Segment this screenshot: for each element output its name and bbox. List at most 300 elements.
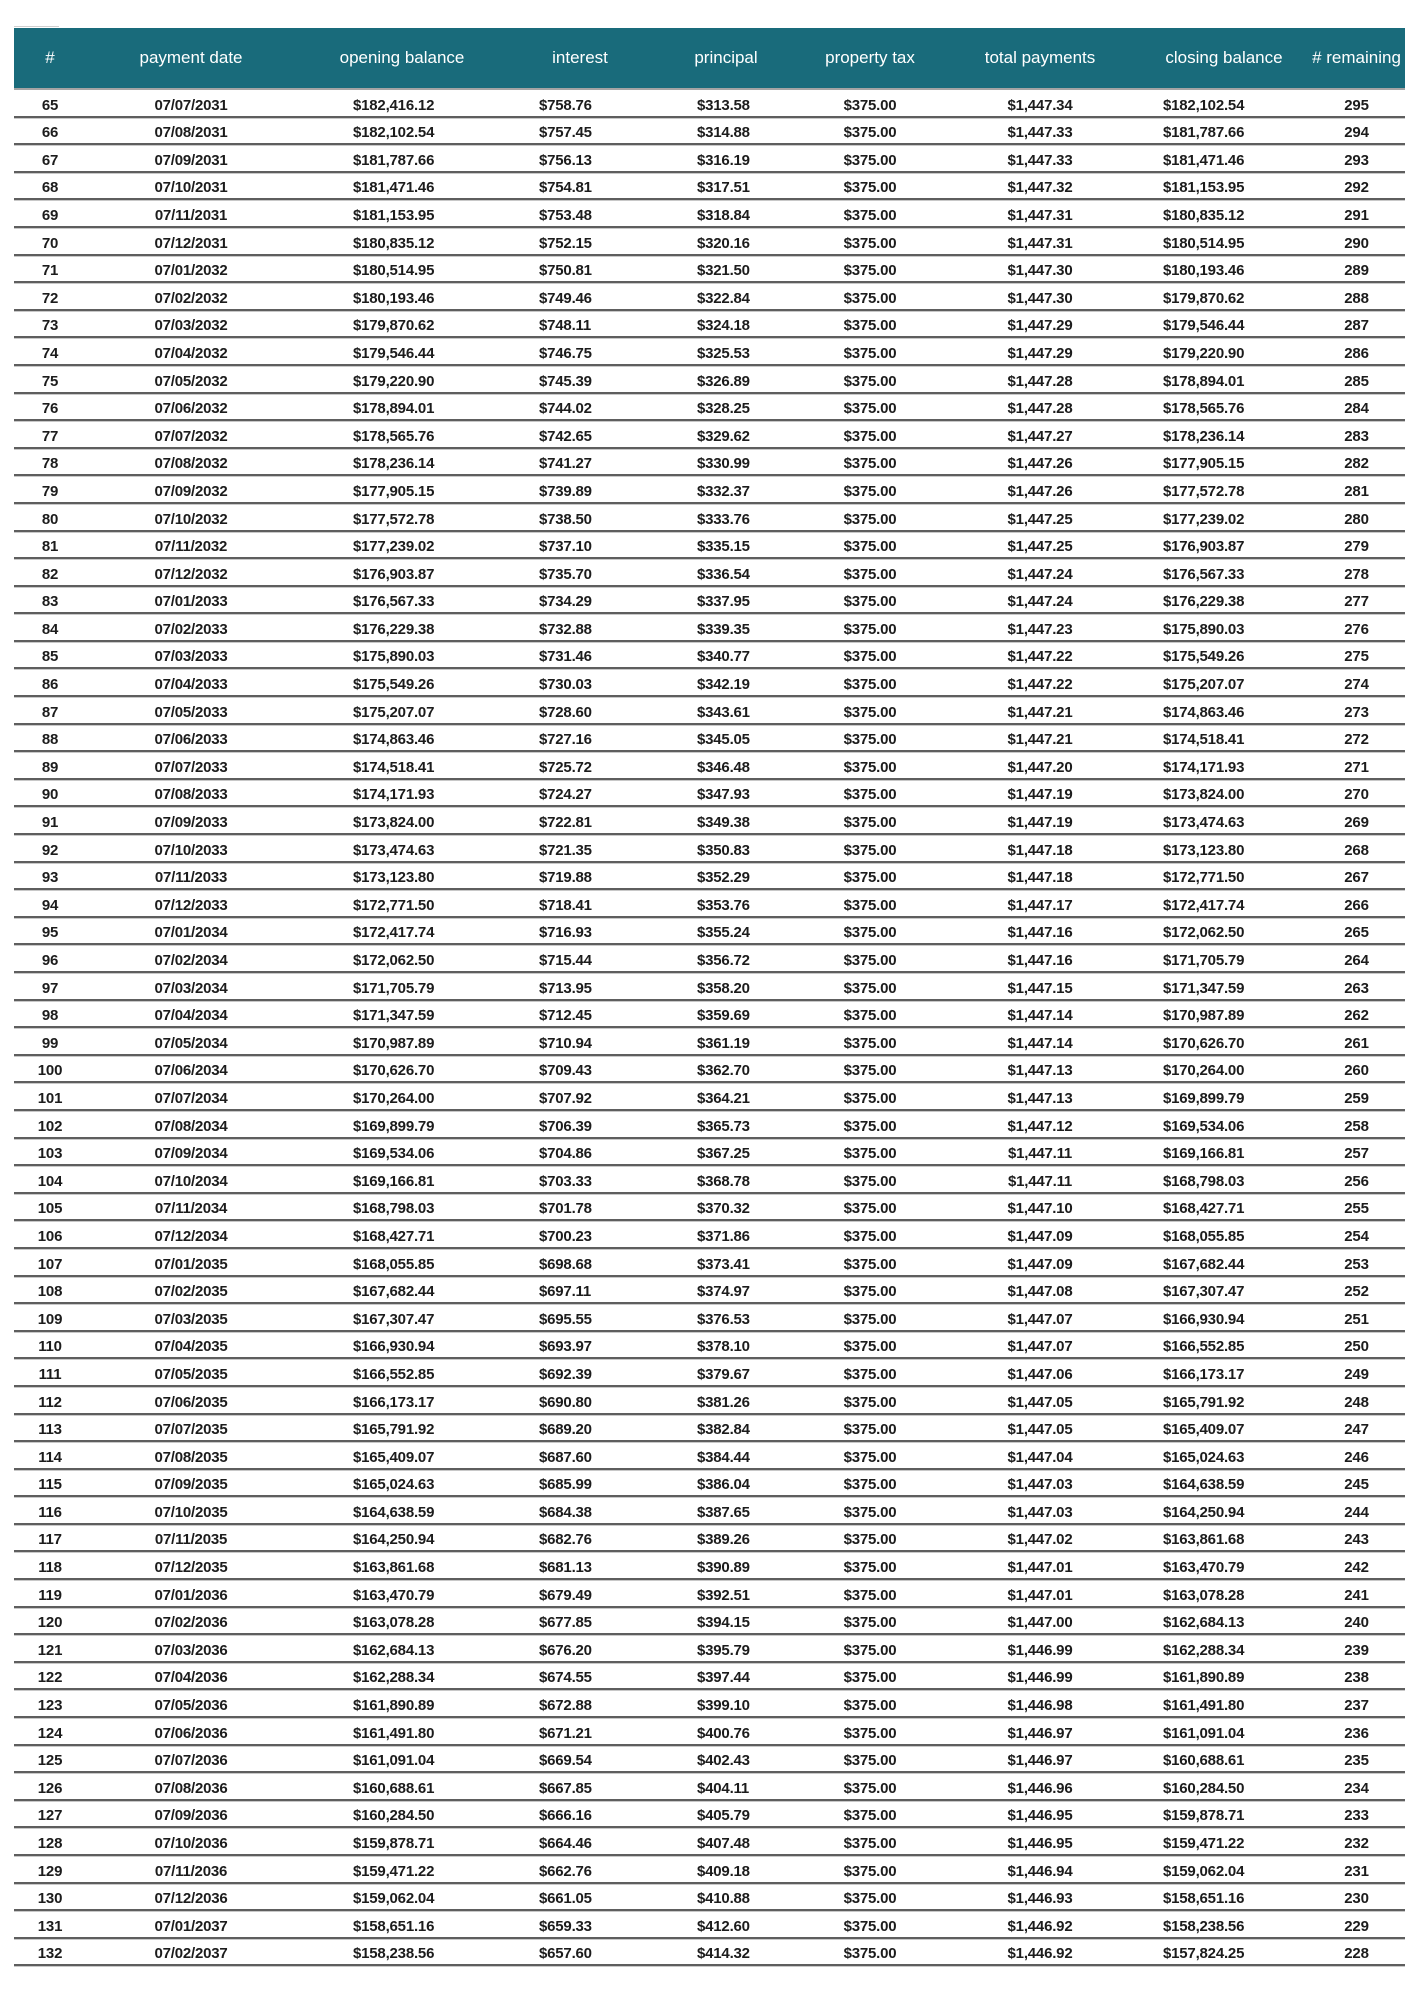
cell-payment-date: 07/04/2033 [154, 676, 228, 694]
cell-total-payments: $1,447.26 [1007, 482, 1073, 500]
cell-property-tax: $375.00 [843, 1835, 897, 1852]
cell-principal: $359.69 [697, 1007, 750, 1025]
cell-opening-balance: $182,416.12 [353, 96, 435, 114]
cell-closing-balance: $178,236.14 [1163, 427, 1245, 445]
cell-opening-balance: $179,220.90 [353, 372, 435, 390]
cell-property-tax: $375.00 [843, 924, 897, 942]
cell-property-tax: $375.00 [843, 289, 897, 307]
cell-payment-number: 99 [41, 1034, 59, 1052]
cell-payments-remaining: 228 [1344, 1945, 1369, 1963]
cell-total-payments: $1,447.14 [1007, 1034, 1073, 1052]
cell-principal: $409.18 [697, 1862, 750, 1880]
table-row [14, 780, 1405, 808]
cell-interest: $706.39 [539, 1117, 592, 1135]
cell-closing-balance: $159,878.71 [1163, 1807, 1245, 1825]
cell-opening-balance: $169,534.06 [353, 1145, 435, 1163]
table-row [14, 1746, 1405, 1774]
cell-payment-date: 07/08/2032 [154, 455, 228, 473]
cell-payment-number: 119 [38, 1586, 62, 1604]
cell-total-payments: $1,447.18 [1007, 841, 1073, 859]
cell-total-payments: $1,447.25 [1007, 538, 1073, 556]
cell-closing-balance: $165,791.92 [1163, 1393, 1245, 1411]
cell-payment-date: 07/12/2033 [154, 896, 228, 914]
cell-payment-number: 108 [37, 1283, 63, 1301]
cell-opening-balance: $162,288.34 [353, 1669, 435, 1687]
cell-payment-number: 124 [37, 1724, 63, 1742]
cell-closing-balance: $164,638.59 [1163, 1476, 1245, 1494]
cell-payment-number: 115 [38, 1476, 62, 1494]
cell-payment-number: 73 [41, 317, 59, 335]
cell-interest: $687.60 [539, 1448, 592, 1466]
cell-opening-balance: $168,055.85 [353, 1255, 435, 1273]
cell-principal: $318.84 [697, 206, 750, 224]
cell-payment-number: 117 [38, 1531, 62, 1549]
cell-property-tax: $375.00 [843, 952, 897, 969]
cell-property-tax: $375.00 [843, 1310, 897, 1328]
cell-opening-balance: $168,798.03 [353, 1200, 435, 1218]
cell-interest: $657.60 [539, 1945, 592, 1963]
cell-opening-balance: $175,890.03 [353, 648, 435, 666]
cell-opening-balance: $177,905.15 [353, 482, 435, 500]
cell-payment-date: 07/06/2033 [154, 731, 228, 749]
cell-closing-balance: $162,288.34 [1163, 1641, 1245, 1659]
cell-total-payments: $1,447.06 [1007, 1365, 1073, 1383]
cell-principal: $371.86 [697, 1227, 750, 1245]
cell-opening-balance: $161,091.04 [353, 1752, 435, 1770]
cell-opening-balance: $165,024.63 [353, 1476, 435, 1494]
cell-opening-balance: $175,549.26 [353, 676, 435, 694]
cell-property-tax: $375.00 [843, 1393, 897, 1411]
cell-payment-date: 07/09/2032 [154, 482, 228, 500]
cell-opening-balance: $173,824.00 [353, 814, 435, 832]
cell-payment-number: 112 [38, 1393, 62, 1411]
cell-interest: $698.68 [539, 1255, 592, 1273]
cell-closing-balance: $172,417.74 [1163, 896, 1245, 914]
cell-property-tax: $375.00 [843, 344, 897, 362]
cell-interest: $753.48 [539, 206, 592, 224]
cell-closing-balance: $168,055.85 [1163, 1227, 1245, 1245]
cell-payment-date: 07/10/2031 [154, 179, 228, 197]
cell-total-payments: $1,447.28 [1007, 372, 1073, 390]
cell-interest: $677.85 [539, 1614, 592, 1632]
cell-closing-balance: $158,651.16 [1163, 1890, 1245, 1908]
cell-principal: $407.48 [697, 1835, 750, 1852]
cell-interest: $661.05 [539, 1890, 592, 1908]
cell-property-tax: $375.00 [843, 786, 897, 804]
cell-payment-date: 07/06/2032 [154, 400, 228, 418]
cell-closing-balance: $181,787.66 [1163, 124, 1245, 142]
cell-payments-remaining: 266 [1344, 896, 1369, 914]
cell-interest: $756.13 [539, 151, 592, 169]
cell-property-tax: $375.00 [843, 731, 897, 749]
table-row [14, 311, 1405, 339]
table-row [14, 1580, 1405, 1608]
cell-property-tax: $375.00 [843, 372, 897, 390]
cell-opening-balance: $158,651.16 [353, 1917, 435, 1935]
cell-payment-number: 82 [41, 565, 59, 583]
cell-payment-number: 100 [37, 1062, 63, 1080]
table-row [14, 1552, 1405, 1580]
cell-payments-remaining: 263 [1344, 979, 1369, 997]
cell-interest: $738.50 [539, 510, 592, 528]
cell-payments-remaining: 251 [1344, 1310, 1369, 1328]
table-row [14, 228, 1405, 256]
cell-total-payments: $1,446.93 [1007, 1890, 1073, 1908]
cell-opening-balance: $169,166.81 [353, 1172, 435, 1190]
cell-payment-date: 07/07/2031 [154, 96, 228, 114]
cell-payment-date: 07/02/2032 [154, 289, 228, 307]
cell-principal: $316.19 [697, 151, 750, 169]
cell-payment-number: 81 [41, 538, 59, 556]
cell-property-tax: $375.00 [843, 593, 897, 611]
cell-payment-number: 86 [41, 676, 59, 694]
cell-property-tax: $375.00 [843, 1172, 897, 1190]
cell-opening-balance: $169,899.79 [353, 1117, 435, 1135]
cell-total-payments: $1,447.18 [1007, 869, 1073, 887]
cell-payment-date: 07/09/2035 [154, 1476, 228, 1494]
cell-property-tax: $375.00 [843, 1089, 897, 1107]
cell-property-tax: $375.00 [843, 1062, 897, 1080]
cell-principal: $336.54 [697, 565, 750, 583]
cell-principal: $324.18 [697, 317, 750, 335]
cell-property-tax: $375.00 [843, 1890, 897, 1908]
cell-payment-number: 84 [41, 620, 59, 638]
cell-total-payments: $1,447.31 [1007, 234, 1073, 252]
cell-payments-remaining: 237 [1344, 1697, 1369, 1715]
cell-payments-remaining: 252 [1344, 1283, 1369, 1301]
cell-total-payments: $1,447.07 [1007, 1310, 1073, 1328]
cell-principal: $384.44 [697, 1448, 750, 1466]
cell-closing-balance: $175,890.03 [1163, 620, 1245, 638]
table-row [14, 918, 1405, 946]
cell-principal: $330.99 [697, 455, 750, 473]
cell-total-payments: $1,447.27 [1007, 427, 1073, 445]
cell-closing-balance: $179,220.90 [1163, 344, 1245, 362]
cell-interest: $669.54 [539, 1752, 592, 1770]
cell-interest: $737.10 [539, 538, 592, 556]
cell-opening-balance: $180,514.95 [353, 262, 435, 280]
cell-interest: $701.78 [539, 1200, 592, 1218]
cell-closing-balance: $173,474.63 [1163, 814, 1245, 832]
cell-property-tax: $375.00 [843, 179, 897, 197]
cell-payment-number: 120 [37, 1614, 63, 1632]
cell-payment-number: 76 [41, 400, 59, 418]
cell-closing-balance: $165,024.63 [1163, 1448, 1245, 1466]
cell-property-tax: $375.00 [843, 1145, 897, 1163]
cell-property-tax: $375.00 [843, 510, 897, 528]
cell-property-tax: $375.00 [843, 1862, 897, 1880]
cell-payment-number: 83 [41, 593, 59, 611]
cell-property-tax: $375.00 [843, 234, 897, 252]
cell-opening-balance: $181,787.66 [353, 151, 435, 169]
cell-closing-balance: $160,688.61 [1163, 1752, 1245, 1770]
cell-payments-remaining: 245 [1344, 1476, 1369, 1494]
cell-payment-date: 07/08/2031 [154, 124, 228, 142]
cell-principal: $399.10 [697, 1697, 750, 1715]
cell-opening-balance: $158,238.56 [353, 1945, 435, 1963]
cell-payment-number: 80 [41, 510, 59, 528]
cell-closing-balance: $163,470.79 [1163, 1559, 1245, 1577]
cell-total-payments: $1,447.09 [1007, 1255, 1073, 1273]
table-row [14, 1221, 1405, 1249]
cell-property-tax: $375.00 [843, 620, 897, 638]
cell-payments-remaining: 249 [1344, 1365, 1369, 1383]
cell-opening-balance: $166,552.85 [353, 1365, 435, 1383]
cell-interest: $754.81 [539, 179, 592, 197]
cell-principal: $337.95 [697, 593, 750, 611]
cell-payments-remaining: 240 [1344, 1614, 1369, 1632]
cell-total-payments: $1,447.11 [1007, 1145, 1073, 1163]
cell-payment-date: 07/05/2033 [154, 703, 228, 721]
cell-payment-date: 07/06/2036 [154, 1724, 228, 1742]
cell-payments-remaining: 260 [1344, 1062, 1369, 1080]
cell-opening-balance: $174,518.41 [353, 758, 435, 776]
cell-payments-remaining: 241 [1344, 1586, 1369, 1604]
cell-payment-date: 07/04/2034 [154, 1007, 228, 1025]
cell-closing-balance: $175,207.07 [1163, 676, 1245, 694]
cell-interest: $700.23 [539, 1227, 592, 1245]
cell-property-tax: $375.00 [843, 1034, 897, 1052]
cell-principal: $400.76 [697, 1724, 750, 1742]
cell-principal: $397.44 [697, 1669, 750, 1687]
cell-opening-balance: $172,062.50 [353, 952, 435, 969]
cell-total-payments: $1,447.16 [1007, 924, 1073, 942]
cell-property-tax: $375.00 [843, 455, 897, 473]
table-row [14, 1663, 1405, 1691]
cell-opening-balance: $163,470.79 [353, 1586, 435, 1604]
table-row [14, 1442, 1405, 1470]
cell-total-payments: $1,447.22 [1007, 648, 1073, 666]
cell-payment-number: 127 [37, 1807, 63, 1825]
cell-interest: $752.15 [539, 234, 592, 252]
cell-closing-balance: $176,567.33 [1163, 565, 1245, 583]
cell-payment-date: 07/05/2032 [154, 372, 228, 390]
cell-interest: $704.86 [539, 1145, 592, 1163]
cell-interest: $659.33 [539, 1917, 592, 1935]
cell-payments-remaining: 247 [1344, 1421, 1369, 1439]
col-header-interest: interest [552, 48, 608, 67]
cell-principal: $314.88 [697, 124, 750, 142]
cell-total-payments: $1,447.31 [1007, 206, 1073, 224]
cell-payments-remaining: 270 [1344, 786, 1369, 804]
top-edge-line [14, 26, 59, 27]
table-row [14, 587, 1405, 615]
cell-total-payments: $1,447.28 [1007, 400, 1073, 418]
cell-total-payments: $1,447.01 [1007, 1586, 1073, 1604]
cell-payment-number: 70 [41, 234, 59, 252]
cell-total-payments: $1,447.33 [1007, 151, 1073, 169]
cell-total-payments: $1,446.94 [1007, 1862, 1073, 1880]
table-row [14, 366, 1405, 394]
cell-total-payments: $1,446.95 [1007, 1835, 1073, 1852]
cell-total-payments: $1,447.14 [1007, 1007, 1073, 1025]
cell-opening-balance: $160,688.61 [353, 1779, 435, 1797]
cell-interest: $693.97 [539, 1338, 592, 1356]
cell-property-tax: $375.00 [843, 124, 897, 142]
cell-principal: $355.24 [697, 924, 750, 942]
cell-principal: $370.32 [697, 1200, 750, 1218]
table-row [14, 449, 1405, 477]
cell-opening-balance: $177,239.02 [353, 538, 435, 556]
cell-property-tax: $375.00 [843, 1476, 897, 1494]
table-row [14, 1828, 1405, 1856]
cell-interest: $709.43 [539, 1062, 592, 1080]
cell-principal: $358.20 [697, 979, 750, 997]
cell-opening-balance: $167,307.47 [353, 1310, 435, 1328]
cell-property-tax: $375.00 [843, 841, 897, 859]
cell-payment-number: 71 [41, 262, 59, 280]
cell-total-payments: $1,446.97 [1007, 1724, 1073, 1742]
cell-payments-remaining: 265 [1344, 924, 1369, 942]
cell-principal: $361.19 [697, 1034, 750, 1052]
cell-closing-balance: $159,062.04 [1163, 1862, 1245, 1880]
table-row [14, 835, 1405, 863]
cell-principal: $349.38 [697, 814, 750, 832]
cell-payments-remaining: 235 [1344, 1752, 1369, 1770]
cell-total-payments: $1,446.99 [1007, 1669, 1073, 1687]
table-row [14, 1718, 1405, 1746]
cell-payment-date: 07/04/2036 [154, 1669, 228, 1687]
cell-interest: $707.92 [539, 1089, 592, 1107]
cell-closing-balance: $169,166.81 [1163, 1145, 1245, 1163]
cell-closing-balance: $174,863.46 [1163, 703, 1245, 721]
cell-payments-remaining: 238 [1344, 1669, 1369, 1687]
table-row [14, 476, 1405, 504]
cell-closing-balance: $175,549.26 [1163, 648, 1245, 666]
cell-principal: $412.60 [697, 1917, 750, 1935]
cell-payment-number: 87 [41, 703, 59, 721]
cell-payments-remaining: 281 [1344, 482, 1369, 500]
cell-opening-balance: $173,123.80 [353, 869, 435, 887]
cell-payments-remaining: 230 [1344, 1890, 1369, 1908]
table-row [14, 725, 1405, 753]
cell-interest: $681.13 [539, 1559, 592, 1577]
cell-principal: $353.76 [697, 896, 750, 914]
table-row [14, 90, 1405, 118]
table-row [14, 614, 1405, 642]
cell-payment-number: 67 [41, 151, 59, 169]
table-row [14, 1056, 1405, 1084]
cell-opening-balance: $180,835.12 [353, 234, 435, 252]
cell-closing-balance: $163,861.68 [1163, 1531, 1245, 1549]
cell-principal: $367.25 [697, 1145, 750, 1163]
table-row [14, 1194, 1405, 1222]
cell-total-payments: $1,446.97 [1007, 1752, 1073, 1770]
cell-payments-remaining: 278 [1344, 565, 1369, 583]
cell-total-payments: $1,447.24 [1007, 565, 1073, 583]
cell-closing-balance: $180,835.12 [1163, 206, 1245, 224]
cell-opening-balance: $163,078.28 [353, 1614, 435, 1632]
cell-opening-balance: $170,626.70 [353, 1062, 435, 1080]
cell-total-payments: $1,447.10 [1007, 1200, 1073, 1218]
cell-principal: $328.25 [697, 400, 750, 418]
col-header-remaining: # remaining [1312, 48, 1401, 67]
cell-principal: $394.15 [697, 1614, 750, 1632]
cell-payments-remaining: 283 [1344, 427, 1369, 445]
cell-payments-remaining: 293 [1344, 151, 1369, 169]
cell-total-payments: $1,446.96 [1007, 1779, 1073, 1797]
cell-total-payments: $1,447.26 [1007, 455, 1073, 473]
cell-payment-number: 98 [41, 1007, 59, 1025]
cell-principal: $374.97 [697, 1283, 750, 1301]
cell-property-tax: $375.00 [843, 1641, 897, 1659]
cell-payment-date: 07/07/2033 [154, 758, 228, 776]
cell-property-tax: $375.00 [843, 1503, 897, 1521]
cell-payment-number: 110 [38, 1338, 62, 1356]
cell-total-payments: $1,447.15 [1007, 979, 1073, 997]
cell-payment-number: 91 [41, 814, 59, 832]
cell-principal: $386.04 [697, 1476, 750, 1494]
cell-opening-balance: $181,471.46 [353, 179, 435, 197]
cell-payment-number: 94 [41, 896, 59, 914]
cell-total-payments: $1,447.21 [1007, 703, 1073, 721]
cell-property-tax: $375.00 [843, 262, 897, 280]
cell-payment-date: 07/03/2036 [154, 1641, 228, 1659]
cell-interest: $689.20 [539, 1421, 592, 1439]
cell-closing-balance: $171,347.59 [1163, 979, 1245, 997]
cell-payment-number: 75 [41, 372, 59, 390]
table-row [14, 173, 1405, 201]
cell-opening-balance: $167,682.44 [353, 1283, 435, 1301]
cell-payment-number: 104 [37, 1172, 63, 1190]
cell-total-payments: $1,447.03 [1007, 1503, 1073, 1521]
cell-opening-balance: $162,684.13 [353, 1641, 435, 1659]
cell-total-payments: $1,447.19 [1007, 786, 1073, 804]
cell-principal: $410.88 [697, 1890, 750, 1908]
cell-opening-balance: $161,890.89 [353, 1697, 435, 1715]
cell-principal: $392.51 [697, 1586, 750, 1604]
cell-principal: $329.62 [697, 427, 750, 445]
cell-opening-balance: $160,284.50 [353, 1807, 435, 1825]
cell-payment-number: 92 [41, 841, 59, 859]
cell-payment-number: 66 [41, 124, 59, 142]
amortization-table [14, 28, 1405, 1966]
cell-property-tax: $375.00 [843, 1448, 897, 1466]
cell-property-tax: $375.00 [843, 1669, 897, 1687]
table-row [14, 200, 1405, 228]
cell-payments-remaining: 239 [1344, 1641, 1369, 1659]
cell-payments-remaining: 285 [1344, 372, 1369, 390]
cell-payments-remaining: 259 [1344, 1089, 1369, 1107]
cell-opening-balance: $172,771.50 [353, 896, 435, 914]
cell-interest: $719.88 [539, 869, 592, 887]
cell-closing-balance: $172,771.50 [1163, 869, 1245, 887]
cell-property-tax: $375.00 [843, 1117, 897, 1135]
table-row [14, 1166, 1405, 1194]
cell-principal: $368.78 [697, 1172, 750, 1190]
cell-total-payments: $1,447.17 [1007, 896, 1073, 914]
cell-payments-remaining: 236 [1344, 1724, 1369, 1742]
cell-property-tax: $375.00 [843, 1227, 897, 1245]
cell-interest: $730.03 [539, 676, 592, 694]
cell-payment-date: 07/01/2033 [154, 593, 228, 611]
cell-closing-balance: $176,903.87 [1163, 538, 1245, 556]
cell-payment-date: 07/09/2034 [154, 1145, 228, 1163]
table-row [14, 421, 1405, 449]
table-row [14, 697, 1405, 725]
table-row [14, 1608, 1405, 1636]
table-row [14, 1277, 1405, 1305]
cell-interest: $703.33 [539, 1172, 592, 1190]
cell-payment-date: 07/01/2035 [154, 1255, 228, 1273]
table-row [14, 863, 1405, 891]
col-header-payment-date: payment date [139, 48, 243, 67]
cell-property-tax: $375.00 [843, 1559, 897, 1577]
cell-total-payments: $1,447.12 [1007, 1117, 1073, 1135]
cell-property-tax: $375.00 [843, 869, 897, 887]
cell-principal: $320.16 [697, 234, 750, 252]
cell-property-tax: $375.00 [843, 482, 897, 500]
